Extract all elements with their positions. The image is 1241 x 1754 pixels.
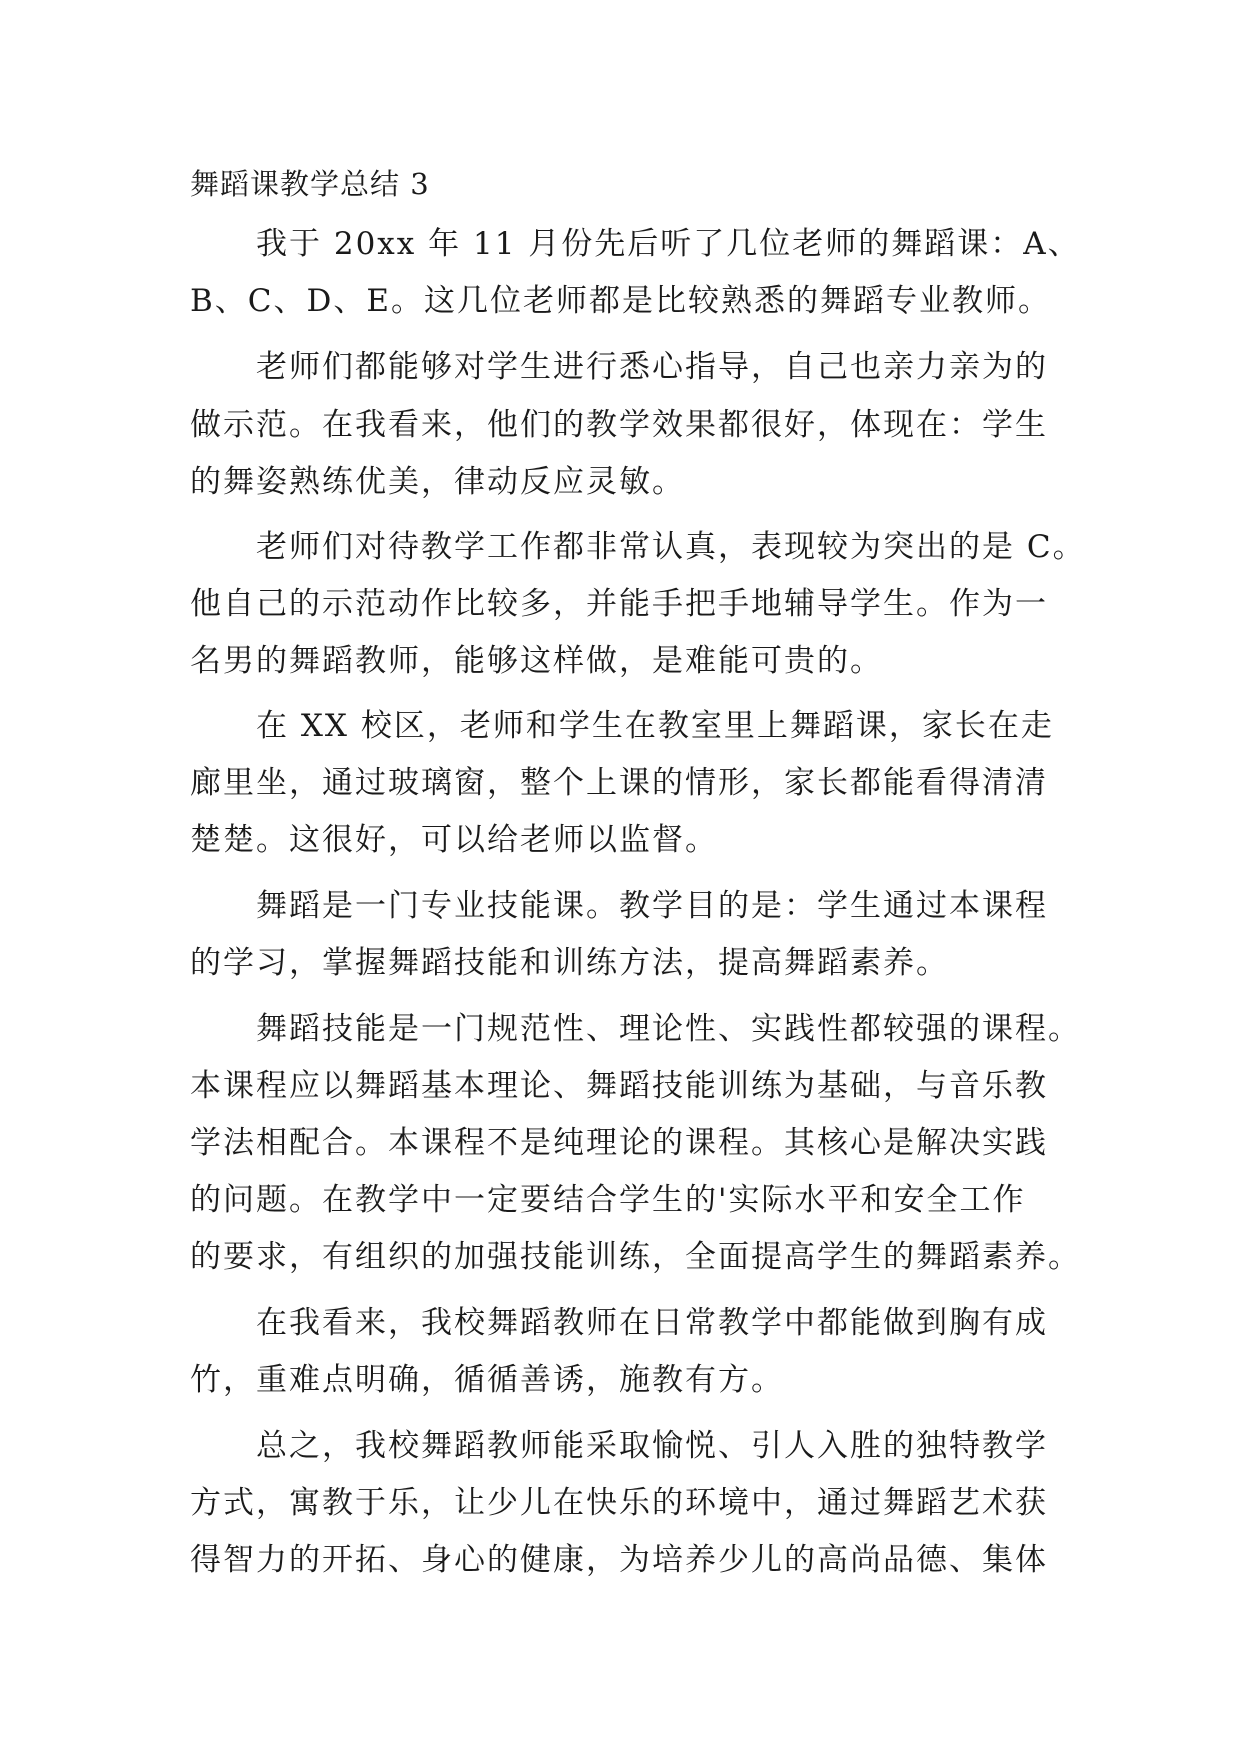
document-title: 舞蹈课教学总结 3 (190, 167, 430, 201)
paragraph-line: 名男的舞蹈教师，能够这样做，是难能可贵的。 (190, 643, 883, 679)
paragraph-line: 廊里坐，通过玻璃窗，整个上课的情形，家长都能看得清清 (190, 765, 1048, 801)
paragraph-line: 楚楚。这很好，可以给老师以监督。 (190, 822, 718, 858)
paragraph-line: 竹，重难点明确，循循善诱，施教有方。 (190, 1362, 784, 1398)
paragraph-line: B、C、D、E。这几位老师都是比较熟悉的舞蹈专业教师。 (190, 283, 1051, 319)
paragraph-line: 老师们都能够对学生进行悉心指导，自己也亲力亲为的 (256, 349, 1048, 385)
paragraph-line: 舞蹈是一门专业技能课。教学目的是：学生通过本课程 (256, 888, 1048, 924)
paragraph-line: 做示范。在我看来，他们的教学效果都很好，体现在：学生 (190, 407, 1048, 443)
paragraph-line: 的舞姿熟练优美，律动反应灵敏。 (190, 464, 685, 500)
paragraph-line: 的要求，有组织的加强技能训练，全面提高学生的舞蹈素养。 (190, 1239, 1081, 1275)
paragraph-line: 得智力的开拓、身心的健康，为培养少儿的高尚品德、集体 (190, 1542, 1048, 1578)
paragraph-line: 方式，寓教于乐，让少儿在快乐的环境中，通过舞蹈艺术获 (190, 1485, 1048, 1521)
paragraph-line: 的学习，掌握舞蹈技能和训练方法，提高舞蹈素养。 (190, 945, 949, 981)
paragraph-line: 的问题。在教学中一定要结合学生的'实际水平和安全工作 (190, 1182, 1026, 1218)
paragraph-line: 在 XX 校区，老师和学生在教室里上舞蹈课，家长在走 (256, 708, 1054, 744)
paragraph-line: 本课程应以舞蹈基本理论、舞蹈技能训练为基础，与音乐教 (190, 1068, 1048, 1104)
paragraph-line: 学法相配合。本课程不是纯理论的课程。其核心是解决实践 (190, 1125, 1048, 1161)
paragraph-line: 舞蹈技能是一门规范性、理论性、实践性都较强的课程。 (256, 1011, 1081, 1047)
paragraph-line: 总之，我校舞蹈教师能采取愉悦、引人入胜的独特教学 (256, 1428, 1048, 1464)
paragraph-line: 我于 20xx 年 11 月份先后听了几位老师的舞蹈课：A、 (256, 226, 1081, 262)
paragraph-line: 他自己的示范动作比较多，并能手把手地辅导学生。作为一 (190, 586, 1048, 622)
paragraph-line: 老师们对待教学工作都非常认真，表现较为突出的是 C。 (256, 529, 1086, 565)
paragraph-line: 在我看来，我校舞蹈教师在日常教学中都能做到胸有成 (256, 1305, 1048, 1341)
